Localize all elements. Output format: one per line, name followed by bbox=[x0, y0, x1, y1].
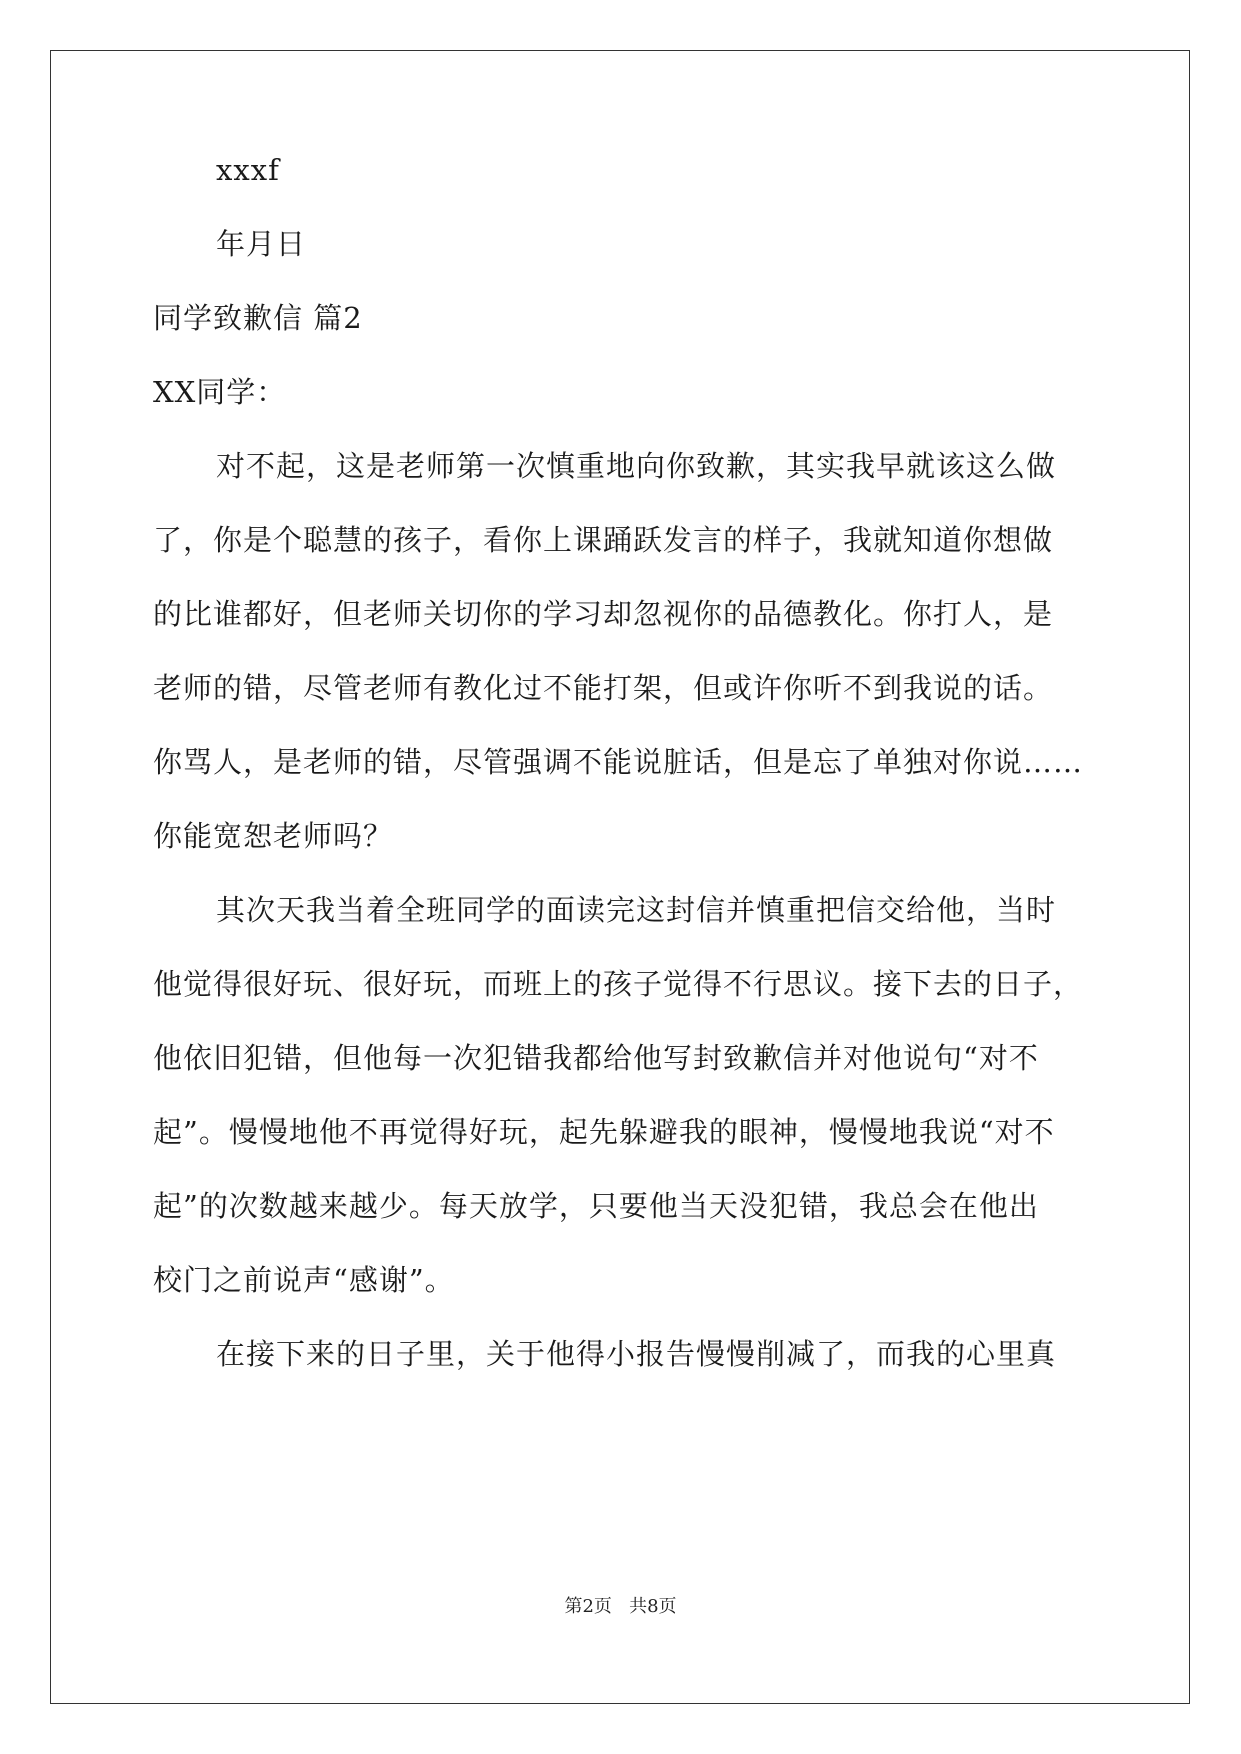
body-line: 起”的次数越来越少。每天放学，只要他当天没犯错，我总会在他出 bbox=[153, 1189, 1039, 1223]
body-line: 其次天我当着全班同学的面读完这封信并慎重把信交给他，当时 bbox=[216, 893, 1057, 927]
body-line: 在接下来的日子里，关于他得小报告慢慢削减了，而我的心里真 bbox=[216, 1337, 1057, 1371]
date-line: 年月日 bbox=[216, 227, 307, 261]
body-line: 校门之前说声“感谢”。 bbox=[153, 1263, 455, 1297]
section-heading: 同学致歉信 篇2 bbox=[153, 301, 363, 335]
body-line: 你能宽恕老师吗？ bbox=[153, 819, 394, 853]
body-line: 了，你是个聪慧的孩子，看你上课踊跃发言的样子，我就知道你想做 bbox=[153, 523, 1054, 557]
signature-line: xxxf bbox=[216, 153, 280, 187]
body-line: 老师的错，尽管老师有教化过不能打架，但或许你听不到我说的话。 bbox=[153, 671, 1054, 705]
body-line: 他依旧犯错，但他每一次犯错我都给他写封致歉信并对他说句“对不 bbox=[153, 1041, 1039, 1075]
body-line: 对不起，这是老师第一次慎重地向你致歉，其实我早就该这么做 bbox=[216, 449, 1057, 483]
body-line: 起”。慢慢地他不再觉得好玩，起先躲避我的眼神，慢慢地我说“对不 bbox=[153, 1115, 1055, 1149]
page-number-footer: 第2页 共8页 bbox=[564, 1596, 677, 1617]
body-line: 你骂人，是老师的错，尽管强调不能说脏话，但是忘了单独对你说…… bbox=[153, 745, 1084, 779]
body-line: 的比谁都好，但老师关切你的学习却忽视你的品德教化。你打人，是 bbox=[153, 597, 1054, 631]
body-line: 他觉得很好玩、很好玩，而班上的孩子觉得不行思议。接下去的日子， bbox=[153, 967, 1084, 1001]
salutation: XX同学： bbox=[153, 375, 287, 409]
